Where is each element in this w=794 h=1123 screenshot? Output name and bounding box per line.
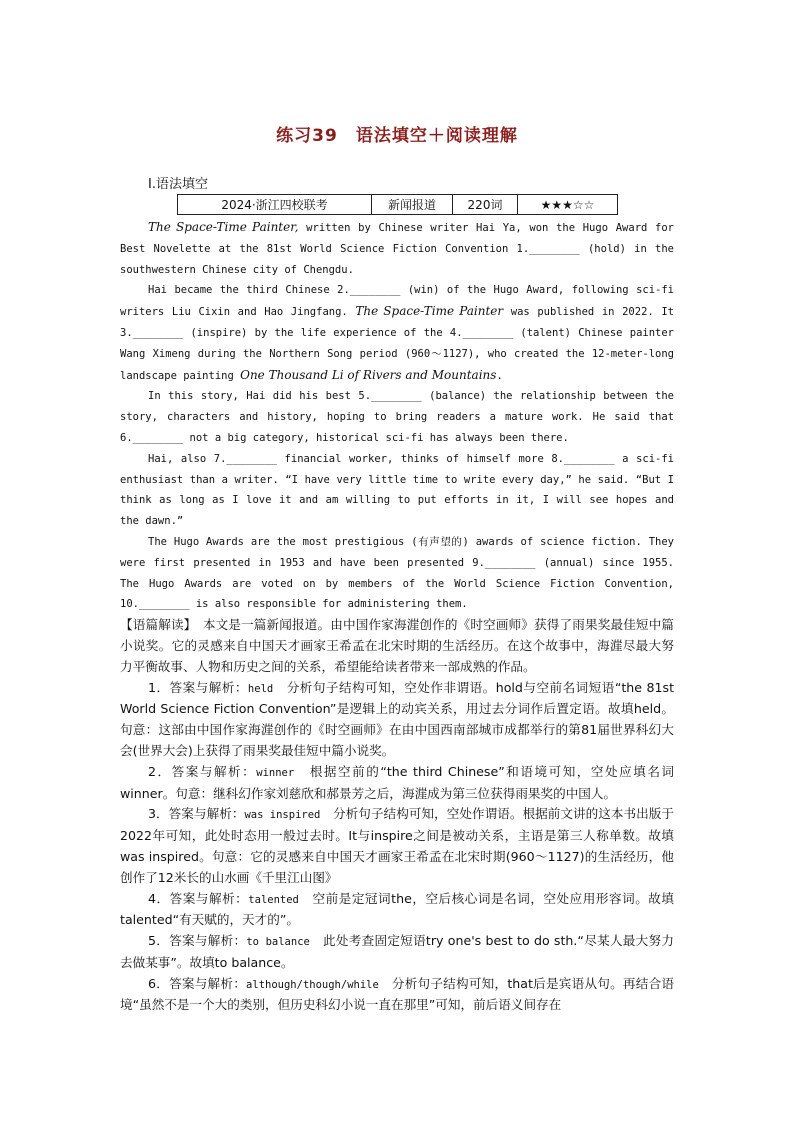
passage-paragraph: The Space-Time Painter, written by Chinese writer Hai Ya, won the Hugo Award for Best Novelette at the 81st World Science Fiction Convention 1.________ (hold) in the southwestern Chinese city of Chengdu. [120, 220, 675, 276]
answer-item: 1．答案与解析：held 分析句子结构可知，空处作非谓语。hold与空前名词短语“the 81st World Science Fiction Convention”是逻辑上的动宾关系，用过去分词作后置定语。故填held。句意：这部由中国作家海漄创作的《时空画师》在由中国西南部城市成都举行的第81届世界科幻大会(世界大会)上获得了雨果奖最佳短中篇小说奖。 [120, 679, 675, 758]
source-cell: 2024·浙江四校联考 [178, 195, 372, 215]
book-title: The Space-Time Painter [355, 304, 504, 319]
content-body [120, 217, 674, 1016]
answer-item: 6．答案与解析：although/though/while 分析句子结构可知，that后是宾语从句。再结合语境“虽然不是一个大的类别，但历史科幻小说一直在那里”可知，前后语义间存在 [120, 975, 675, 1013]
passage-paragraph: Hai became the third Chinese 2.________ (win) of the Hugo Award, following sci-fi writers Liu Cixin and Hao Jingfang. The Space-Time Painter was published in 2022. It 3.________ (inspire) by the life experience of the 4.________ (talent) Chinese painter Wang Ximeng during the Northern Song period (960～1127), who created the 12-meter-long landscape painting One Thousand Li of Rivers and Mountains. [120, 284, 674, 382]
answer-value: talented [248, 893, 299, 906]
answer-value: was inspired [244, 809, 321, 822]
answer-value: held [247, 682, 274, 695]
book-title: The Space-Time Painter, [148, 220, 299, 234]
answer-value: although/though/while [246, 978, 379, 991]
section-label: Ⅰ.语法填空 [148, 177, 208, 192]
genre-cell: 新闻报道 [372, 195, 453, 215]
answer-value: to balance [246, 936, 310, 949]
answer-item: 3．答案与解析：was inspired 分析句子结构可知，空处作谓语。根据前文讲的这本书出版于2022年可知，此处时态用一般过去时。It与inspire之间是被动关系，主语是第三人称单数。故填was inspired。句意：它的灵感来自中国天才画家王希孟在北宋时期(960～1127)的生活经历，他创作了12米长的山水画《千里江山图》 [120, 806, 675, 885]
answer-item: 2．答案与解析：winner 根据空前的“the third Chinese”和语境可知，空处应填名词winner。句意：继科幻作家刘慈欣和郝景芳之后，海漄成为第三位获得雨果奖的中国人。 [120, 763, 675, 801]
discourse-analysis: 【语篇解读】 本文是一篇新闻报道。由中国作家海漄创作的《时空画师》获得了雨果奖最佳短中篇小说奖。它的灵感来自中国天才画家王希孟在北宋时期的生活经历。在这个故事中，海漄尽最大努力平衡故事、人物和历史之间的关系，希望能给读者带来一部成熟的作品。 [120, 617, 674, 674]
passage-info-table [177, 194, 618, 215]
painting-title: One Thousand Li of Rivers and Mountains [240, 367, 497, 382]
answer-item: 5．答案与解析：to balance 此处考查固定短语try one's best to do sth.“尽某人最大努力去做某事”。故填to balance。 [120, 933, 675, 970]
passage-paragraph: In this story, Hai did his best 5.________ (balance) the relationship between the story, characters and history, hoping to bring readers a mature work. He said that 6.________ not a big category, historical sci-fi has always been there. [120, 390, 674, 444]
answer-value: winner [256, 766, 295, 779]
page-title: 练习39 语法填空＋阅读理解 [276, 126, 518, 146]
answer-item: 4．答案与解析：talented 空前是定冠词the，空后核心词是名词，空处应用形容词。故填talented“有天赋的，天才的”。 [120, 890, 674, 928]
difficulty-cell: ★★★☆☆ [518, 195, 618, 215]
passage-paragraph: The Hugo Awards are the most prestigious (有声望的) awards of science fiction. They were first presented in 1953 and have been presented 9.________ (annual) since 1955. The Hugo Awards are voted on by members of the World Science Fiction Convention, 10.________ is also responsible for administering them. [120, 535, 674, 611]
passage-paragraph: Hai, also 7.________ financial worker, thinks of himself more 8.________ a sci-fi enthusiast than a writer. “I have very little time to write every day,” he said. “But I think as long as I love it and am willing to put efforts in it, I will see hopes and the dawn.” [120, 452, 674, 528]
word-count-cell: 220词 [453, 195, 518, 215]
